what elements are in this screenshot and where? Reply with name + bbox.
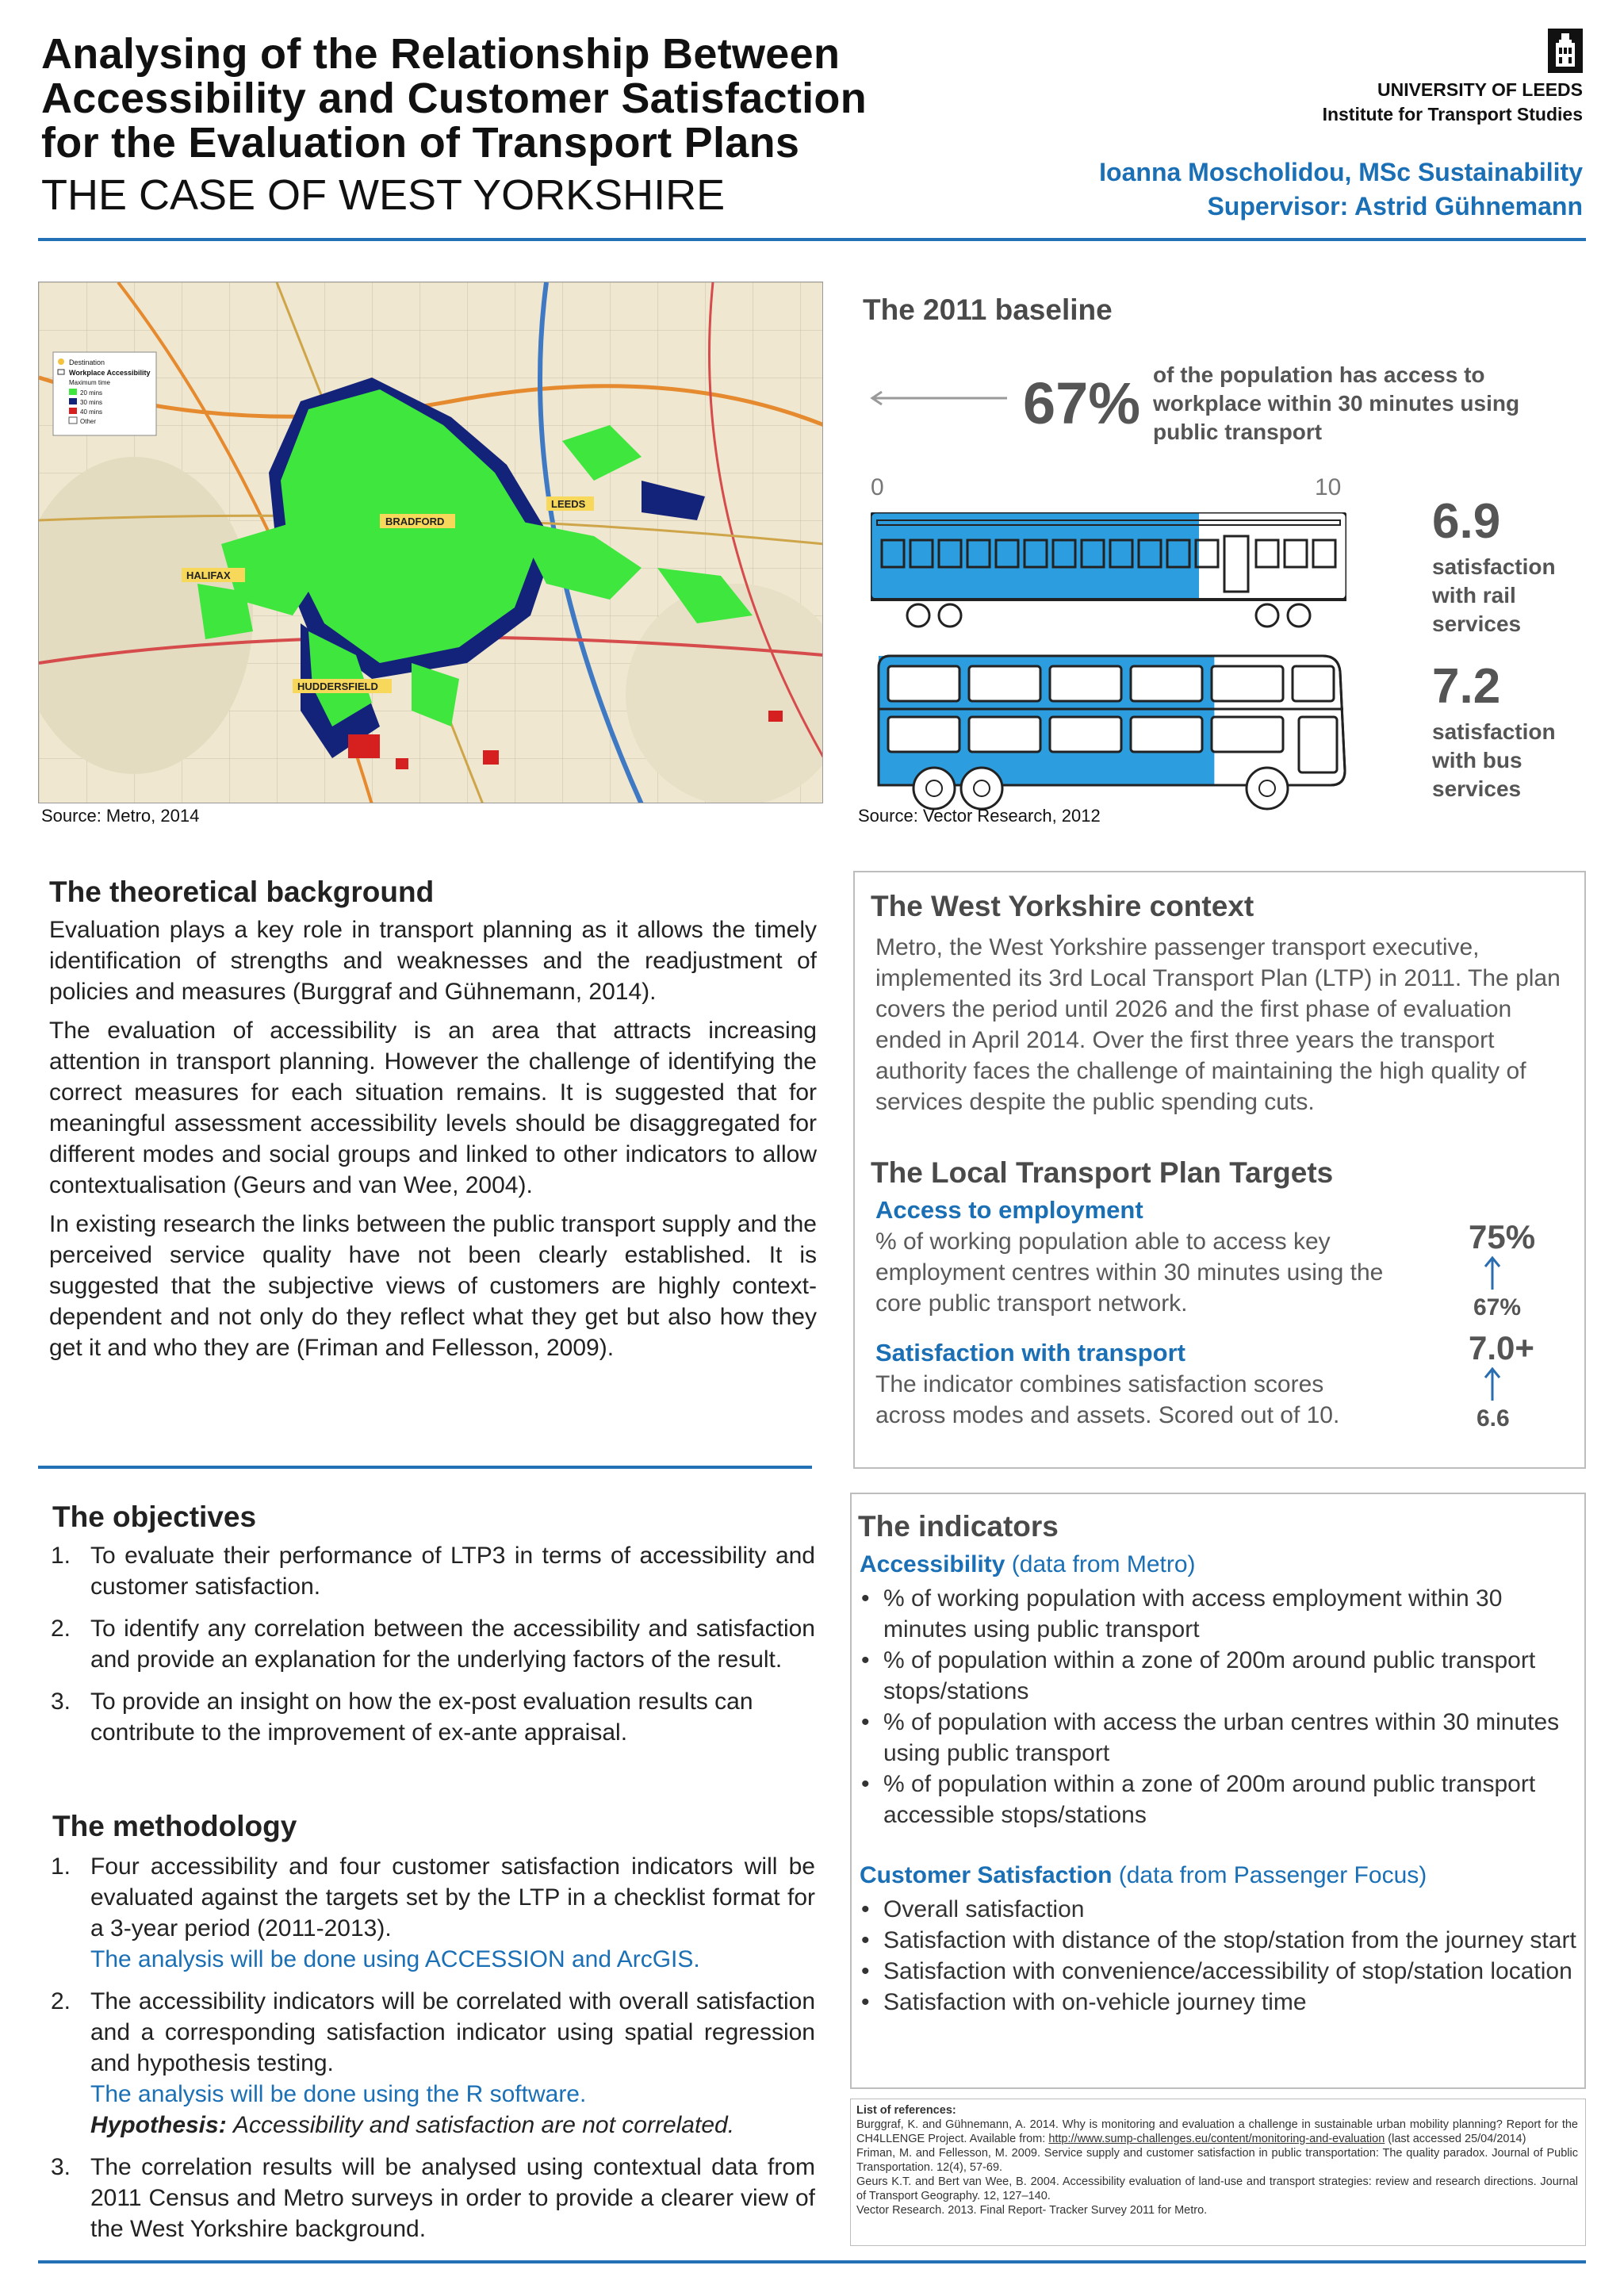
reference-link[interactable]: http://www.sump-challenges.eu/content/monitoring-and-evaluation — [1048, 2133, 1385, 2145]
accessibility-title: Accessibility — [860, 1551, 1005, 1577]
accessibility-indicator: • % of population within a zone of 200m around public transport stops/stations — [856, 1645, 1578, 1707]
reference-item: Geurs K.T. and Bert van Wee, B. 2004. Accessibility evaluation of land-use and transport strategies: review and research directions. Journal of Transport Geography. 12, 127–140. — [856, 2175, 1578, 2202]
authors — [1099, 155, 1583, 224]
target2-goal: 7.0+ — [1469, 1329, 1534, 1366]
accessibility-list — [856, 1583, 1578, 1830]
theory-paragraph: The evaluation of accessibility is an area that attracts increasing attention in transport planning. However the challenge of identifying the correct measures for each situation remains. It is suggested that for meaningful assessment accessibility levels should be disaggregated for different modes and social groups and linked to other indicators to allow contextualisation (Geurs and van Wee, 2004). — [49, 1018, 817, 1198]
arrow-left-icon — [866, 390, 1009, 410]
satisfaction-title: Customer Satisfaction — [860, 1862, 1113, 1888]
methodology-heading: The methodology — [52, 1810, 297, 1842]
satisfaction-title-line — [860, 1862, 1427, 1889]
satisfaction-list — [856, 1894, 1583, 2018]
reference-text: (last accessed 25/04/2014) — [1385, 2133, 1526, 2145]
target1-base: 67% — [1473, 1294, 1522, 1320]
accessibility-map — [38, 282, 823, 803]
target1-text: % of working population able to access key employment centres within 30 minutes using the core public transport network. — [875, 1228, 1384, 1317]
map-source: Source: Metro, 2014 — [41, 806, 200, 826]
reference-item: Friman, M. and Fellesson, M. 2009. Service supply and customer satisfaction in public transportation: The quality paradox. Journal of Public Transportation. 12(4), 57-69. — [856, 2147, 1578, 2174]
target1-goal: 75% — [1469, 1218, 1536, 1255]
map-label-bradford: BRADFORD — [385, 516, 445, 527]
legend-item-other: Other — [80, 418, 97, 425]
accessibility-indicator: • % of population within a zone of 200m around public transport accessible stops/stations — [856, 1769, 1578, 1830]
indicators-heading: The indicators — [858, 1510, 1059, 1543]
satisfaction-indicator: • Overall satisfaction — [856, 1894, 1583, 1925]
rail-satisfaction-graphic — [871, 512, 1346, 635]
method-item: 3. The correlation results will be analysed using contextual data from 2011 Census and Metro surveys in order to provide a clearer view of the West Yorkshire background. — [51, 2154, 815, 2242]
references-heading: List of references: — [856, 2104, 956, 2117]
target2-title: Satisfaction with transport — [875, 1339, 1185, 1366]
objective-item: 3. To provide an insight on how the ex-post evaluation results can contribute to the improvement of ex-ante appraisal. — [51, 1688, 753, 1746]
context-text: Metro, the West Yorkshire passenger transport executive, implemented its 3rd Local Transport Plan (LTP) in 2011. The plan covers the period until 2026 and the first phase of evaluation ended in April 2014. Over the first three years the transport authority faces the challenge of maintaining the high quality of services despite the public spending cuts. — [875, 934, 1561, 1115]
satisfaction-source: (data from Passenger Focus) — [1118, 1862, 1427, 1888]
target1-title: Access to employment — [875, 1196, 1143, 1224]
objective-text: To evaluate their performance of LTP3 in terms of accessibility and customer satisfaction. — [90, 1543, 815, 1600]
objective-item: 2. To identify any correlation between the accessibility and satisfaction and provide an explanation for the underlying factors of the result. — [51, 1616, 815, 1673]
rail-score: 6.9 — [1432, 494, 1501, 549]
map-label-huddersfield: HUDDERSFIELD — [297, 680, 378, 692]
method-text: The accessibility indicators will be correlated with overall satisfaction and a corresponding satisfaction indicator using spatial regression and hypothesis testing. — [90, 1988, 815, 2076]
hypothesis-label: Hypothesis: — [90, 2112, 227, 2138]
target2-base: 6.6 — [1477, 1405, 1510, 1432]
title-line: for the Evaluation of Transport Plans — [41, 119, 800, 167]
author: Ioanna Moscholidou, MSc Sustainability — [1099, 158, 1583, 186]
bus-satisfaction-graphic — [871, 652, 1346, 822]
legend-item-30: 30 mins — [80, 399, 103, 406]
satisfaction-indicator: • Satisfaction with convenience/accessibility of stop/station location — [856, 1956, 1583, 1987]
baseline-percent-text: of the population has access to workplace within 30 minutes using public transport — [1153, 362, 1520, 444]
arrow-up-icon — [1481, 1255, 1503, 1295]
method-item: 1. Four accessibility and four customer satisfaction indicators will be evaluated against the targets set by the LTP in a checklist format for a 3-year period (2011-2013). The analysis will be done using ACCESSION and ArcGIS. — [51, 1853, 815, 1972]
context-heading: The West Yorkshire context — [871, 890, 1254, 922]
hypothesis-text: Accessibility and satisfaction are not correlated. — [233, 2112, 735, 2138]
header-divider — [38, 238, 1586, 241]
objective-text: To provide an insight on how the ex-post evaluation results can contribute to the improvement of ex-ante appraisal. — [90, 1688, 753, 1746]
bus-label: satisfaction with bus services — [1432, 719, 1556, 801]
legend-item-20: 20 mins — [80, 389, 103, 397]
vector-source: Source: Vector Research, 2012 — [858, 806, 1101, 826]
poster-title — [41, 32, 953, 165]
method-note: The analysis will be done using the R software. — [90, 2081, 587, 2107]
methodology-list — [44, 1851, 815, 2256]
theory-heading: The theoretical background — [49, 876, 435, 908]
method-note: The analysis will be done using ACCESSION and ArcGIS. — [90, 1946, 700, 1972]
legend-max: Maximum time — [69, 379, 111, 386]
legend-item-40: 40 mins — [80, 408, 103, 416]
footer-divider — [38, 2260, 1586, 2263]
map-legend — [53, 352, 156, 435]
theory-divider — [38, 1466, 812, 1469]
rail-label: satisfaction with rail services — [1432, 554, 1556, 636]
university-name — [1323, 78, 1583, 127]
objectives-list — [44, 1540, 815, 1759]
baseline-percent: 67% — [1023, 370, 1141, 436]
accessibility-indicator: • % of population with access the urban centres within 30 minutes using public transport — [856, 1707, 1578, 1769]
theory-paragraph: Evaluation plays a key role in transport planning as it allows the timely identification of strengths and weaknesses and the readjustment of policies and measures (Burggraf and Gühnemann, 2014). — [49, 917, 817, 1005]
map-graphic — [39, 282, 823, 803]
reference-item: Vector Research. 2013. Final Report- Tracker Survey 2011 for Metro. — [856, 2204, 1208, 2217]
legend-destination: Destination — [69, 358, 105, 366]
accessibility-title-line — [860, 1551, 1196, 1578]
map-label-halifax: HALIFAX — [186, 569, 231, 581]
arrow-up-icon — [1481, 1366, 1503, 1406]
university: UNIVERSITY OF LEEDS — [1377, 79, 1583, 100]
objectives-heading: The objectives — [52, 1501, 257, 1533]
poster-subtitle: THE CASE OF WEST YORKSHIRE — [41, 171, 726, 219]
satisfaction-indicator: • Satisfaction with on-vehicle journey time — [856, 1987, 1583, 2018]
satisfaction-indicator: • Satisfaction with distance of the stop/station from the journey start — [856, 1925, 1583, 1956]
reference-text: Burggraf, K. and Gühnemann, A. 2014. Why is monitoring and evaluation a challenge in sustainable urban mobility planning? Report for the CH4LLENGE Project. Available from: — [856, 2118, 1578, 2145]
target2-text: The indicator combines satisfaction scores across modes and assets. Scored out of 10. — [875, 1371, 1340, 1428]
baseline-heading: The 2011 baseline — [863, 293, 1113, 326]
accessibility-indicator: • % of working population with access employment within 30 minutes using public transport — [856, 1583, 1578, 1645]
theory-paragraph: In existing research the links between the public transport supply and the perceived service quality have not been clearly established. It is suggested that the subjective views of customers are highly context-dependent and not only do they reflect what they get but also how they get it and who they are (Friman and Fellesson, 2009). — [49, 1211, 817, 1361]
title-line: Accessibility and Customer Satisfaction — [41, 75, 867, 122]
targets-heading: The Local Transport Plan Targets — [871, 1156, 1334, 1189]
theory-body — [49, 914, 817, 1363]
objective-text: To identify any correlation between the accessibility and satisfaction and provide an explanation for the underlying factors of the result. — [90, 1616, 815, 1673]
method-text: The correlation results will be analysed using contextual data from 2011 Census and Metro surveys in order to provide a clearer view of the West Yorkshire background. — [90, 2154, 815, 2242]
method-text: Four accessibility and four customer satisfaction indicators will be evaluated against the targets set by the LTP in a checklist format for a 3-year period (2011-2013). — [90, 1853, 815, 1941]
title-line: Analysing of the Relationship Between — [41, 30, 841, 78]
university-logo — [1548, 29, 1583, 73]
legend-subtitle: Workplace Accessibility — [69, 369, 151, 377]
bus-score: 7.2 — [1432, 659, 1501, 714]
accessibility-source: (data from Metro) — [1011, 1551, 1196, 1577]
institute: Institute for Transport Studies — [1322, 104, 1583, 125]
method-item: 2. The accessibility indicators will be correlated with overall satisfaction and a corresponding satisfaction indicator using spatial regression and hypothesis testing. The analysis will be done using the R software. Hypothesis: Accessibility and satisfaction are not correlated. — [51, 1988, 815, 2138]
references — [856, 2103, 1578, 2217]
map-label-leeds: LEEDS — [551, 498, 586, 510]
scale-max: 10 — [1315, 474, 1342, 500]
reference-item — [856, 2118, 1578, 2146]
supervisor: Supervisor: Astrid Gühnemann — [1207, 192, 1583, 220]
objective-item: 1. To evaluate their performance of LTP3 in terms of accessibility and customer satisfaction. — [51, 1543, 815, 1600]
scale-min: 0 — [871, 474, 884, 500]
